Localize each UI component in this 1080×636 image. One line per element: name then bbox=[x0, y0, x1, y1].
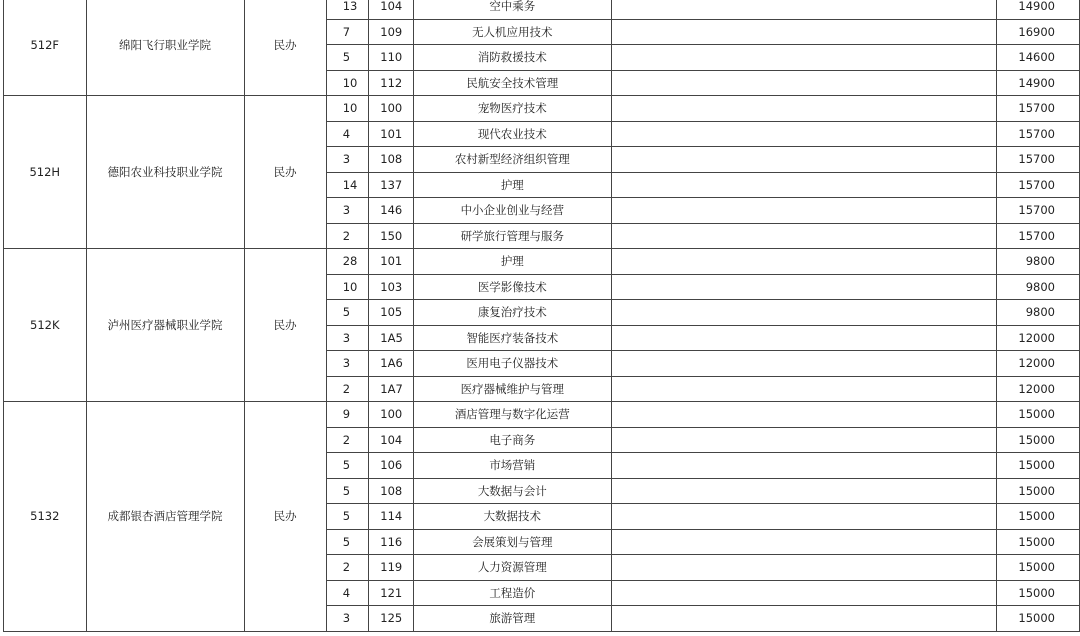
major-note-cell bbox=[611, 121, 996, 147]
plan-count-cell: 28 bbox=[326, 249, 369, 275]
school-type-cell: 民办 bbox=[244, 96, 326, 249]
school-code-cell: 512K bbox=[4, 249, 87, 402]
table-row bbox=[4, 402, 1080, 428]
major-name-cell: 无人机应用技术 bbox=[413, 19, 611, 45]
plan-count-cell: 3 bbox=[326, 351, 369, 377]
major-note-cell bbox=[611, 529, 996, 555]
school-name-cell: 绵阳飞行职业学院 bbox=[86, 0, 244, 96]
major-note-cell bbox=[611, 274, 996, 300]
tuition-fee-cell: 12000 bbox=[996, 376, 1079, 402]
major-code-cell: 100 bbox=[369, 402, 414, 428]
plan-count-cell: 10 bbox=[326, 274, 369, 300]
tuition-fee-cell: 15000 bbox=[996, 580, 1079, 606]
tuition-fee-cell: 15000 bbox=[996, 478, 1079, 504]
major-name-cell: 智能医疗装备技术 bbox=[413, 325, 611, 351]
major-name-cell: 民航安全技术管理 bbox=[413, 70, 611, 96]
major-code-cell: 121 bbox=[369, 580, 414, 606]
tuition-fee-cell: 15700 bbox=[996, 198, 1079, 224]
tuition-fee-cell: 15000 bbox=[996, 427, 1079, 453]
table-row bbox=[4, 249, 1080, 275]
plan-count-cell: 5 bbox=[326, 300, 369, 326]
plan-count-cell: 10 bbox=[326, 70, 369, 96]
major-name-cell: 研学旅行管理与服务 bbox=[413, 223, 611, 249]
major-code-cell: 150 bbox=[369, 223, 414, 249]
plan-count-cell: 4 bbox=[326, 121, 369, 147]
major-name-cell: 护理 bbox=[413, 249, 611, 275]
plan-count-cell: 5 bbox=[326, 453, 369, 479]
major-code-cell: 108 bbox=[369, 147, 414, 173]
major-note-cell bbox=[611, 249, 996, 275]
major-code-cell: 100 bbox=[369, 96, 414, 122]
tuition-fee-cell: 15700 bbox=[996, 147, 1079, 173]
plan-count-cell: 13 bbox=[326, 0, 369, 19]
tuition-fee-cell: 14900 bbox=[996, 0, 1079, 19]
major-note-cell bbox=[611, 147, 996, 173]
admission-plan-table bbox=[3, 0, 1080, 632]
major-code-cell: 112 bbox=[369, 70, 414, 96]
plan-count-cell: 3 bbox=[326, 606, 369, 632]
school-name-cell: 德阳农业科技职业学院 bbox=[86, 96, 244, 249]
tuition-fee-cell: 15700 bbox=[996, 223, 1079, 249]
major-name-cell: 旅游管理 bbox=[413, 606, 611, 632]
major-note-cell bbox=[611, 45, 996, 71]
major-name-cell: 农村新型经济组织管理 bbox=[413, 147, 611, 173]
major-note-cell bbox=[611, 198, 996, 224]
major-code-cell: 125 bbox=[369, 606, 414, 632]
major-code-cell: 108 bbox=[369, 478, 414, 504]
major-note-cell bbox=[611, 172, 996, 198]
major-note-cell bbox=[611, 376, 996, 402]
tuition-fee-cell: 15000 bbox=[996, 504, 1079, 530]
tuition-fee-cell: 14600 bbox=[996, 45, 1079, 71]
major-code-cell: 109 bbox=[369, 19, 414, 45]
major-note-cell bbox=[611, 70, 996, 96]
plan-count-cell: 2 bbox=[326, 427, 369, 453]
tuition-fee-cell: 16900 bbox=[996, 19, 1079, 45]
tuition-fee-cell: 12000 bbox=[996, 325, 1079, 351]
tuition-fee-cell: 15700 bbox=[996, 121, 1079, 147]
major-code-cell: 119 bbox=[369, 555, 414, 581]
major-name-cell: 康复治疗技术 bbox=[413, 300, 611, 326]
major-code-cell: 146 bbox=[369, 198, 414, 224]
major-note-cell bbox=[611, 300, 996, 326]
major-name-cell: 大数据与会计 bbox=[413, 478, 611, 504]
plan-count-cell: 3 bbox=[326, 198, 369, 224]
tuition-fee-cell: 15000 bbox=[996, 606, 1079, 632]
major-name-cell: 医疗器械维护与管理 bbox=[413, 376, 611, 402]
major-note-cell bbox=[611, 351, 996, 377]
table-row bbox=[4, 0, 1080, 19]
major-code-cell: 1A6 bbox=[369, 351, 414, 377]
tuition-fee-cell: 15000 bbox=[996, 453, 1079, 479]
tuition-fee-cell: 9800 bbox=[996, 274, 1079, 300]
table-body bbox=[4, 0, 1080, 631]
school-type-cell: 民办 bbox=[244, 402, 326, 632]
plan-count-cell: 5 bbox=[326, 478, 369, 504]
major-name-cell: 电子商务 bbox=[413, 427, 611, 453]
major-name-cell: 中小企业创业与经营 bbox=[413, 198, 611, 224]
major-name-cell: 人力资源管理 bbox=[413, 555, 611, 581]
plan-count-cell: 14 bbox=[326, 172, 369, 198]
school-type-cell: 民办 bbox=[244, 249, 326, 402]
major-code-cell: 103 bbox=[369, 274, 414, 300]
school-name-cell: 成都银杏酒店管理学院 bbox=[86, 402, 244, 632]
major-name-cell: 现代农业技术 bbox=[413, 121, 611, 147]
plan-count-cell: 3 bbox=[326, 147, 369, 173]
major-code-cell: 101 bbox=[369, 249, 414, 275]
tuition-fee-cell: 12000 bbox=[996, 351, 1079, 377]
plan-count-cell: 5 bbox=[326, 45, 369, 71]
major-code-cell: 1A5 bbox=[369, 325, 414, 351]
major-code-cell: 114 bbox=[369, 504, 414, 530]
tuition-fee-cell: 15000 bbox=[996, 402, 1079, 428]
major-code-cell: 104 bbox=[369, 427, 414, 453]
major-code-cell: 106 bbox=[369, 453, 414, 479]
major-name-cell: 医用电子仪器技术 bbox=[413, 351, 611, 377]
major-note-cell bbox=[611, 325, 996, 351]
plan-count-cell: 5 bbox=[326, 529, 369, 555]
major-name-cell: 医学影像技术 bbox=[413, 274, 611, 300]
plan-count-cell: 2 bbox=[326, 223, 369, 249]
school-code-cell: 5132 bbox=[4, 402, 87, 632]
major-note-cell bbox=[611, 19, 996, 45]
tuition-fee-cell: 15000 bbox=[996, 529, 1079, 555]
major-note-cell bbox=[611, 504, 996, 530]
major-name-cell: 护理 bbox=[413, 172, 611, 198]
major-note-cell bbox=[611, 478, 996, 504]
major-code-cell: 116 bbox=[369, 529, 414, 555]
school-code-cell: 512F bbox=[4, 0, 87, 96]
plan-count-cell: 5 bbox=[326, 504, 369, 530]
tuition-fee-cell: 14900 bbox=[996, 70, 1079, 96]
school-name-cell: 泸州医疗器械职业学院 bbox=[86, 249, 244, 402]
school-code-cell: 512H bbox=[4, 96, 87, 249]
plan-count-cell: 2 bbox=[326, 376, 369, 402]
table-row bbox=[4, 96, 1080, 122]
tuition-fee-cell: 15000 bbox=[996, 555, 1079, 581]
major-note-cell bbox=[611, 580, 996, 606]
plan-count-cell: 3 bbox=[326, 325, 369, 351]
major-code-cell: 1A7 bbox=[369, 376, 414, 402]
tuition-fee-cell: 9800 bbox=[996, 249, 1079, 275]
major-note-cell bbox=[611, 453, 996, 479]
major-code-cell: 137 bbox=[369, 172, 414, 198]
major-note-cell bbox=[611, 427, 996, 453]
plan-count-cell: 7 bbox=[326, 19, 369, 45]
major-code-cell: 101 bbox=[369, 121, 414, 147]
major-code-cell: 104 bbox=[369, 0, 414, 19]
major-note-cell bbox=[611, 96, 996, 122]
major-note-cell bbox=[611, 223, 996, 249]
major-name-cell: 酒店管理与数字化运营 bbox=[413, 402, 611, 428]
major-name-cell: 宠物医疗技术 bbox=[413, 96, 611, 122]
plan-count-cell: 4 bbox=[326, 580, 369, 606]
major-name-cell: 会展策划与管理 bbox=[413, 529, 611, 555]
major-name-cell: 市场营销 bbox=[413, 453, 611, 479]
major-note-cell bbox=[611, 402, 996, 428]
major-note-cell bbox=[611, 0, 996, 19]
school-type-cell: 民办 bbox=[244, 0, 326, 96]
major-code-cell: 105 bbox=[369, 300, 414, 326]
plan-count-cell: 10 bbox=[326, 96, 369, 122]
major-name-cell: 消防救援技术 bbox=[413, 45, 611, 71]
tuition-fee-cell: 9800 bbox=[996, 300, 1079, 326]
plan-count-cell: 9 bbox=[326, 402, 369, 428]
tuition-fee-cell: 15700 bbox=[996, 172, 1079, 198]
major-note-cell bbox=[611, 606, 996, 632]
major-name-cell: 工程造价 bbox=[413, 580, 611, 606]
tuition-fee-cell: 15700 bbox=[996, 96, 1079, 122]
major-name-cell: 大数据技术 bbox=[413, 504, 611, 530]
major-name-cell: 空中乘务 bbox=[413, 0, 611, 19]
major-note-cell bbox=[611, 555, 996, 581]
major-code-cell: 110 bbox=[369, 45, 414, 71]
plan-count-cell: 2 bbox=[326, 555, 369, 581]
